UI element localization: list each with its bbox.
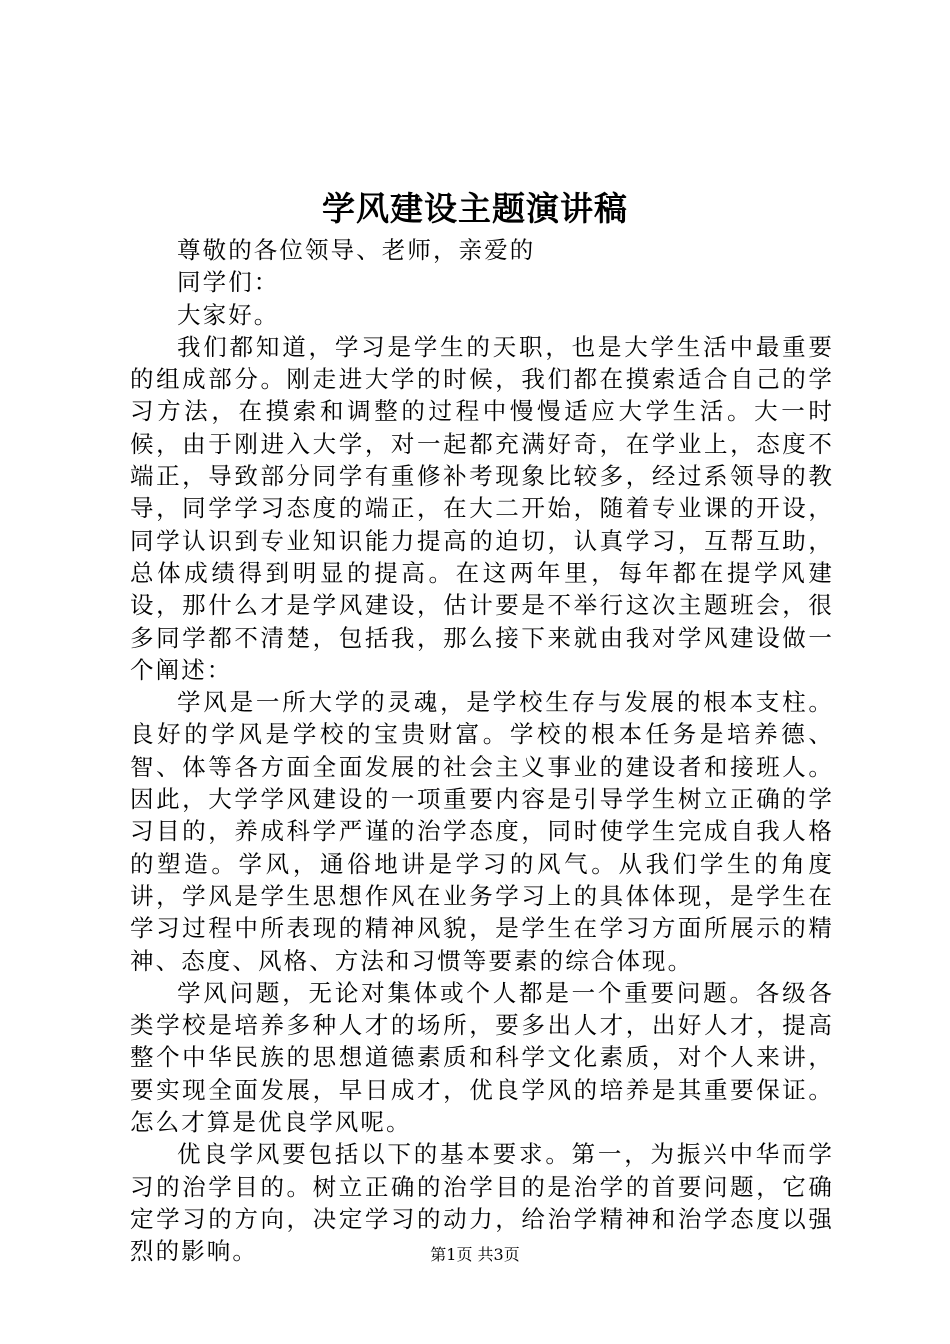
body-paragraph: 优良学风要包括以下的基本要求。第一，为振兴中华而学习的治学目的。树立正确的治学目的是治学的首要问题，它确定学习的方向，决定学习的动力，给治学精神和治学态度以强烈的影响。 xyxy=(130,1140,834,1266)
document-body xyxy=(130,234,834,1268)
body-paragraph: 我们都知道，学习是学生的天职，也是大学生活中最重要的组成部分。刚走进大学的时候，我们都在摸索适合自己的学习方法，在摸索和调整的过程中慢慢适应大学生活。大一时候，由于刚进入大学，对一起都充满好奇，在学业上，态度不端正，导致部分同学有重修补考现象比较多，经过系领导的教导，同学学习态度的端正，在大二开始，随着专业课的开设，同学认识到专业知识能力提高的迫切，认真学习，互帮互助，总体成绩得到明显的提高。在这两年里，每年都在提学风建设，那什么才是学风建设，估计要是不举行这次主题班会，很多同学都不清楚，包括我，那么接下来就由我对学风建设做一个阐述： xyxy=(130,332,834,684)
page-footer: 第1页 共3页 xyxy=(430,1245,520,1264)
salutation-line-2: 同学们： xyxy=(177,268,280,297)
greeting: 大家好。 xyxy=(177,300,280,329)
document-title: 学风建设主题演讲稿 xyxy=(322,189,628,228)
body-paragraph: 学风是一所大学的灵魂，是学校生存与发展的根本支柱。良好的学风是学校的宝贵财富。学校的根本任务是培养德、智、体等各方面全面发展的社会主义事业的建设者和接班人。因此，大学学风建设的一项重要内容是引导学生树立正确的学习目的，养成科学严谨的治学态度，同时使学生完成自我人格的塑造。学风，通俗地讲是学习的风气。从我们学生的角度讲，学风是学生思想作风在业务学习上的具体体现，是学生在学习过程中所表现的精神风貌，是学生在学习方面所展示的精神、态度、风格、方法和习惯等要素的综合体现。 xyxy=(130,688,834,975)
salutation-line-1: 尊敬的各位领导、老师，亲爱的 xyxy=(177,236,536,264)
body-paragraph: 学风问题，无论对集体或个人都是一个重要问题。各级各类学校是培养多种人才的场所，要多出人才，出好人才，提高整个中华民族的思想道德素质和科学文化素质，对个人来讲，要实现全面发展，早日成才，优良学风的培养是其重要保证。怎么才算是优良学风呢。 xyxy=(130,978,834,1137)
